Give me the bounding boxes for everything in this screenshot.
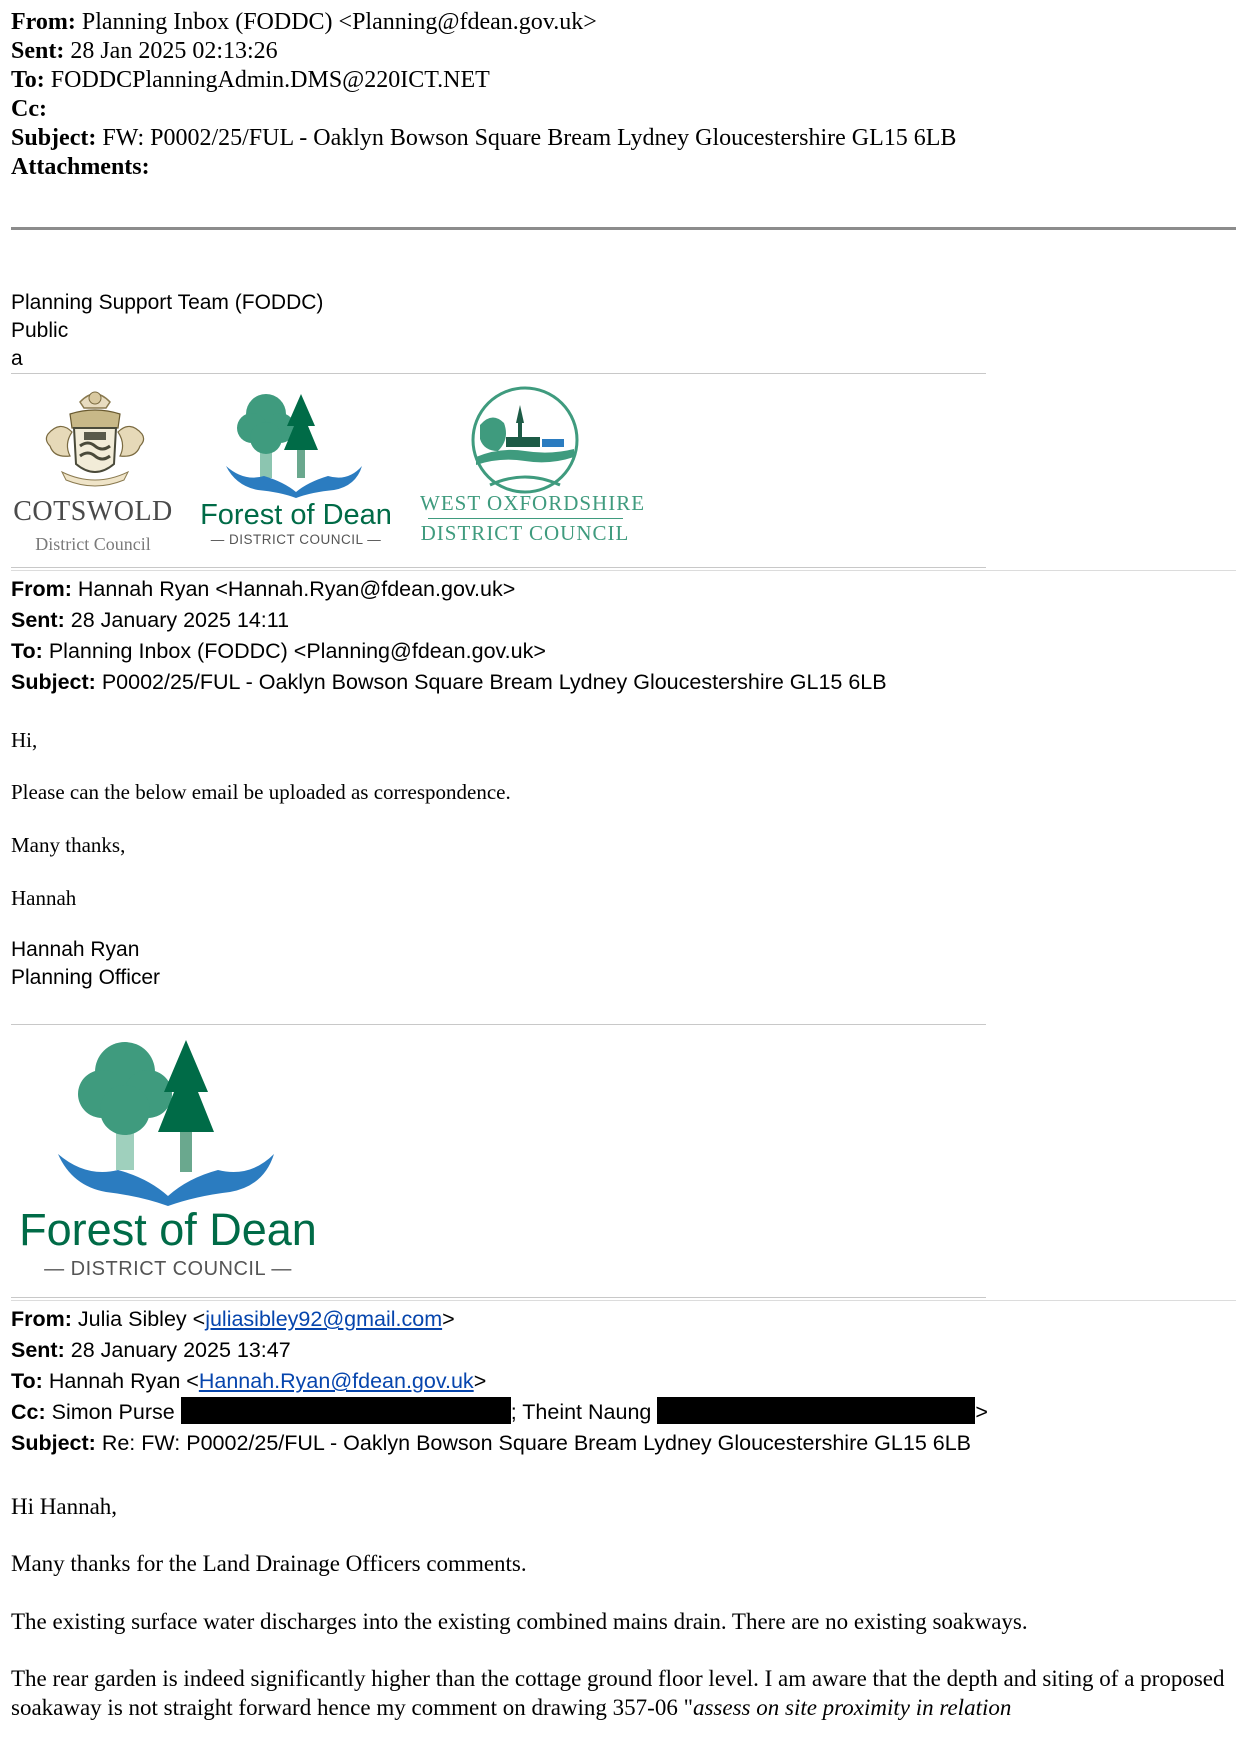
m2-sent-value: 28 January 2025 13:47 xyxy=(70,1338,291,1362)
m2-cc-label: Cc: xyxy=(11,1400,46,1424)
signature-divider xyxy=(11,373,986,374)
m1-subject-label: Subject: xyxy=(11,670,96,694)
m1-sig-name: Hannah Ryan xyxy=(11,938,140,961)
header-subject-row xyxy=(11,124,956,153)
m1-closing: Many thanks, xyxy=(11,833,126,857)
cotswold-crest-logo xyxy=(40,384,150,492)
m1-sig-title: Planning Officer xyxy=(11,966,161,989)
header-cc-row xyxy=(11,95,956,124)
m2-subject-value: Re: FW: P0002/25/FUL - Oaklyn Bowson Square Bream Lydney Gloucestershire GL15 6LB xyxy=(101,1431,971,1455)
m2-cc-name1: Simon Purse xyxy=(51,1400,175,1424)
from-value: Planning Inbox (FODDC) <Planning@fdean.gov.uk> xyxy=(81,9,597,35)
m2-greeting: Hi Hannah, xyxy=(11,1494,118,1519)
message1-header xyxy=(11,574,887,698)
subject-value: FW: P0002/25/FUL - Oaklyn Bowson Square Bream Lydney Gloucestershire GL15 6LB xyxy=(102,125,957,151)
west-oxfordshire-subtitle: DISTRICT COUNCIL xyxy=(420,521,630,545)
email-header xyxy=(11,8,956,182)
m2-subject-label: Subject: xyxy=(11,1431,96,1455)
m2-paragraph-3-text: The rear garden is indeed significantly higher than the cottage ground floor level. I am aware that the depth and siting of a proposed soakaway is not straight forward hence my comment on drawing 357-06 " xyxy=(11,1666,1225,1720)
signature-classification: Public xyxy=(11,319,69,342)
m2-from-email-link[interactable]: juliasibley92@gmail.com xyxy=(205,1307,443,1331)
signature-extra: a xyxy=(11,347,23,370)
redaction-box-2 xyxy=(657,1397,975,1424)
forest-of-dean-subtitle-large: — DISTRICT COUNCIL — xyxy=(44,1258,292,1280)
forest-of-dean-name-large: Forest of Dean xyxy=(19,1204,317,1255)
west-oxfordshire-rule xyxy=(428,518,623,519)
forest-of-dean-logo-small xyxy=(224,390,364,498)
header-sent-row xyxy=(11,37,956,66)
message2-top-divider xyxy=(11,1300,1236,1301)
message2-from-row xyxy=(11,1304,988,1335)
m1-sent-label: Sent: xyxy=(11,608,65,632)
m1-body: Please can the below email be uploaded as correspondence. xyxy=(11,780,511,804)
m2-paragraph-3-italic: assess on site proximity in relation xyxy=(692,1695,1012,1720)
message1-top-divider xyxy=(11,570,1236,571)
m2-paragraph-2: The existing surface water discharges into the existing combined mains drain. There are no existing soakways. xyxy=(11,1609,1028,1634)
sent-value: 28 Jan 2025 02:13:26 xyxy=(70,38,278,64)
logos-divider xyxy=(11,567,986,568)
m1-from-label: From: xyxy=(11,577,72,601)
cc-label: Cc: xyxy=(11,96,47,122)
m2-cc-close: > xyxy=(975,1400,988,1424)
m1-sign-name: Hannah xyxy=(11,886,77,910)
message1-subject-row xyxy=(11,667,887,698)
to-label: To: xyxy=(11,67,45,93)
message1-to-row xyxy=(11,636,887,667)
header-to-row xyxy=(11,66,956,95)
m1-sent-value: 28 January 2025 14:11 xyxy=(70,608,290,632)
forest-of-dean-name-small: Forest of Dean xyxy=(200,499,392,531)
message1-from-row xyxy=(11,574,887,605)
forest-of-dean-subtitle-small: — DISTRICT COUNCIL — xyxy=(210,532,382,547)
m2-to-name: Hannah Ryan < xyxy=(48,1369,199,1393)
to-value: FODDCPlanningAdmin.DMS@220ICT.NET xyxy=(50,67,490,93)
m2-from-label: From: xyxy=(11,1307,72,1331)
m1-to-label: To: xyxy=(11,639,43,663)
fod-sub-small-text: DISTRICT COUNCIL xyxy=(228,532,363,547)
m1-signature-divider xyxy=(11,1024,986,1025)
message2-sent-row xyxy=(11,1335,988,1366)
cotswold-crest-icon xyxy=(40,384,150,492)
west-oxfordshire-name: WEST OXFORDSHIRE xyxy=(420,491,646,515)
m2-from-name: Julia Sibley < xyxy=(77,1307,206,1331)
m1-greeting: Hi, xyxy=(11,728,38,752)
logo-large-divider xyxy=(11,1297,986,1298)
from-label: From: xyxy=(11,9,76,35)
m2-to-email-link[interactable]: Hannah.Ryan@fdean.gov.uk xyxy=(198,1369,474,1393)
header-divider xyxy=(11,227,1236,230)
forest-of-dean-logo-large xyxy=(56,1036,276,1206)
m1-to-value: Planning Inbox (FODDC) <Planning@fdean.gov.uk> xyxy=(48,639,546,663)
m1-from-value: Hannah Ryan <Hannah.Ryan@fdean.gov.uk> xyxy=(77,577,516,601)
subject-label: Subject: xyxy=(11,125,97,151)
tree-icon xyxy=(224,390,364,498)
tree-icon-large xyxy=(56,1036,276,1206)
cotswold-name: COTSWOLD xyxy=(13,496,173,527)
message1-sent-row xyxy=(11,605,887,636)
m2-cc-sep: ; Theint Naung xyxy=(510,1400,652,1424)
m2-from-close: > xyxy=(442,1307,455,1331)
m2-to-close: > xyxy=(473,1369,487,1393)
header-attachments-row xyxy=(11,153,956,182)
m1-signature xyxy=(11,936,160,992)
message2-cc-row xyxy=(11,1397,988,1428)
fod-sub-large-text: DISTRICT COUNCIL xyxy=(70,1258,266,1280)
m2-paragraph-1: Many thanks for the Land Drainage Officers comments. xyxy=(11,1551,527,1576)
cotswold-subtitle: District Council xyxy=(35,534,151,554)
sent-label: Sent: xyxy=(11,38,65,64)
m2-sent-label: Sent: xyxy=(11,1338,65,1362)
signature-team: Planning Support Team (FODDC) xyxy=(11,291,324,314)
redaction-box-1 xyxy=(181,1397,511,1424)
west-oxfordshire-logo xyxy=(470,385,580,495)
m1-subject-value: P0002/25/FUL - Oaklyn Bowson Square Bream Lydney Gloucestershire GL15 6LB xyxy=(101,670,887,694)
message2-subject-row xyxy=(11,1428,988,1459)
m2-paragraph-3 xyxy=(11,1664,1226,1722)
message2-to-row xyxy=(11,1366,988,1397)
header-from-row xyxy=(11,8,956,37)
message2-header xyxy=(11,1304,988,1459)
attachments-label: Attachments: xyxy=(11,154,150,180)
church-landscape-icon xyxy=(470,385,580,495)
signature-planning-support xyxy=(11,289,323,373)
m2-to-label: To: xyxy=(11,1369,43,1393)
